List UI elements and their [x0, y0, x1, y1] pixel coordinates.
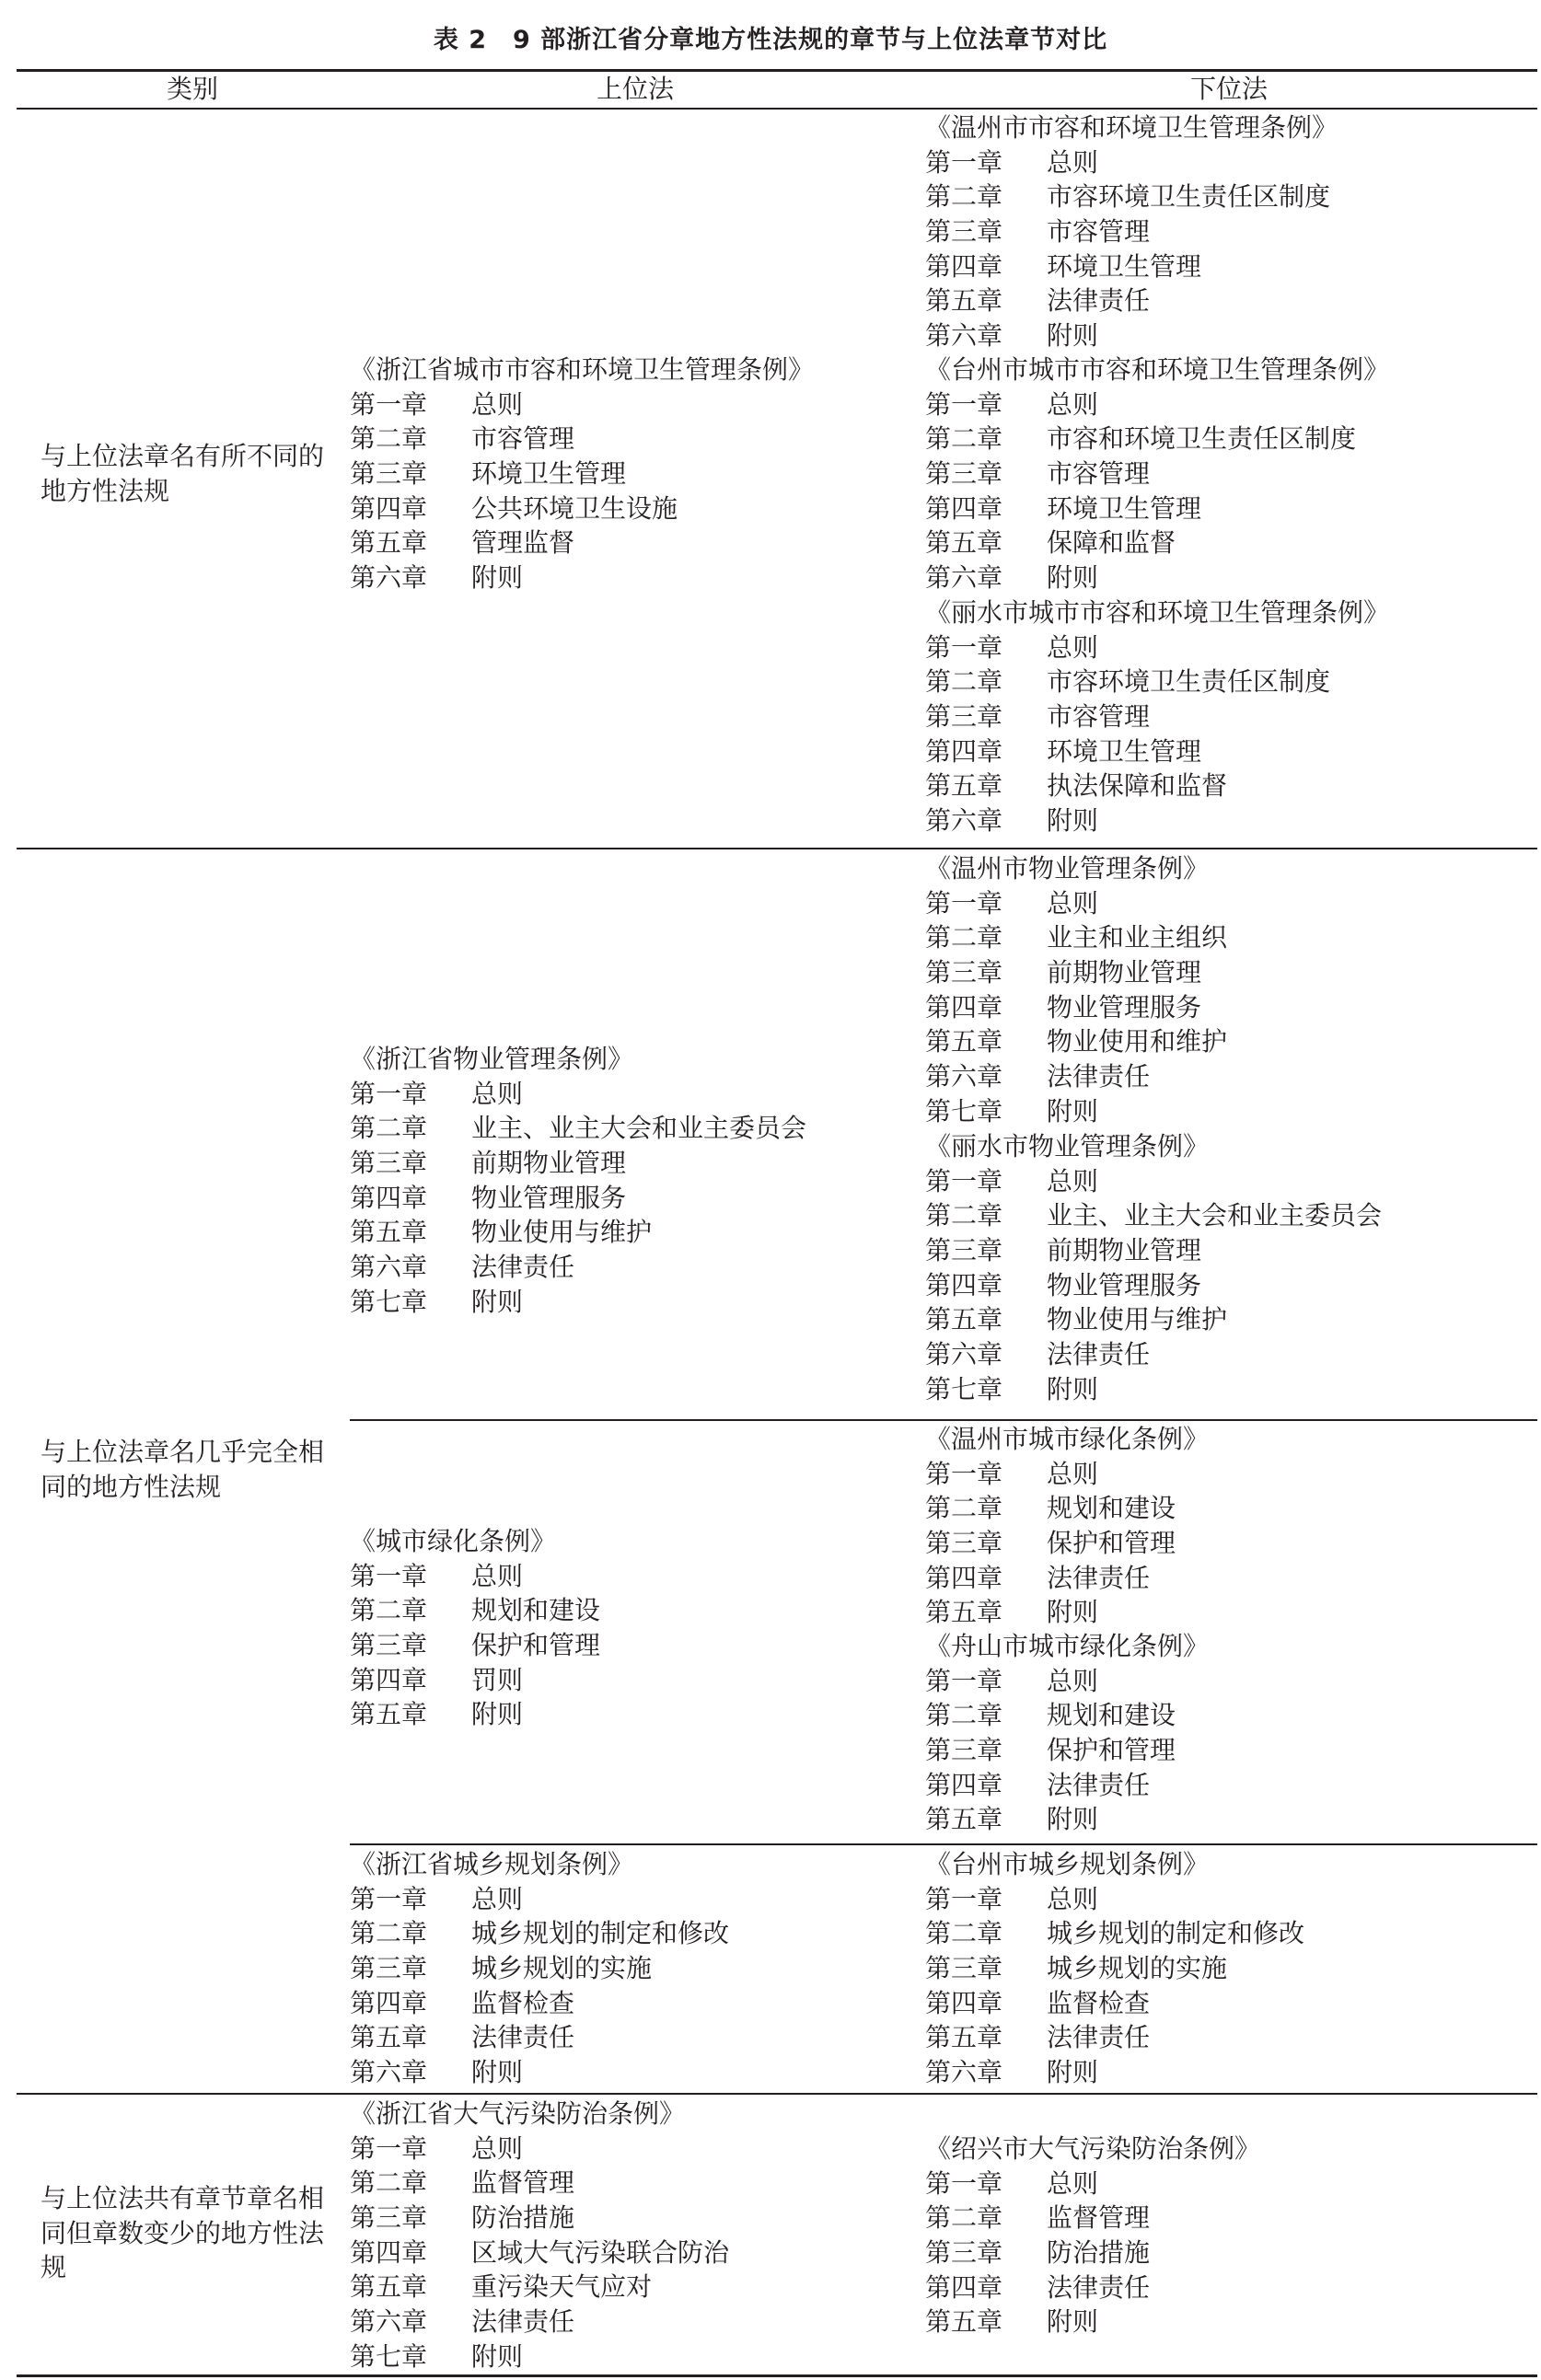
- chapter-line: [925, 1561, 1209, 1596]
- chapter-number: 第三章: [925, 458, 1003, 490]
- chapter-title: 市容环境卫生责任区制度: [1047, 666, 1331, 698]
- chapter-title: 业主、业主大会和业主委员会: [1047, 1200, 1383, 1231]
- chapter-title: 物业使用和维护: [1047, 1026, 1228, 1057]
- law-title: 《温州市市容和环境卫生管理条例》: [925, 112, 1338, 143]
- chapter-line: [925, 1491, 1209, 1526]
- chapter-title: 总则: [471, 1560, 524, 1591]
- chapter-line: [925, 699, 1389, 734]
- chapter-number: 第三章: [350, 2202, 428, 2234]
- header-lower-law: 下位法: [1189, 74, 1268, 104]
- chapter-line: [925, 318, 1338, 353]
- chapter-line: [925, 1802, 1209, 1837]
- chapter-title: 环境卫生管理: [1047, 492, 1202, 524]
- chapter-number: 第六章: [925, 1061, 1003, 1092]
- chapter-line: [925, 1457, 1209, 1492]
- chapter-number: 第二章: [925, 181, 1003, 213]
- chapter-title: 保护和管理: [471, 1630, 601, 1661]
- chapter-line: [925, 1664, 1209, 1699]
- chapter-line: [925, 2166, 1260, 2201]
- chapter-line: [925, 456, 1389, 491]
- chapter-number: 第三章: [350, 1630, 428, 1661]
- chapter-line: [925, 2020, 1304, 2055]
- chapter-line: [350, 1593, 600, 1628]
- chapter-number: 第五章: [350, 1699, 428, 1730]
- table-header-rule: [17, 108, 1537, 110]
- chapter-number: 第五章: [925, 527, 1003, 559]
- chapter-title: 城乡规划的实施: [1047, 1953, 1228, 1984]
- chapter-number: 第二章: [925, 1918, 1003, 1949]
- chapter-title: 市容和环境卫生责任区制度: [1047, 423, 1357, 455]
- chapter-title: 罚则: [471, 1664, 524, 1695]
- chapter-title: 附则: [1047, 320, 1099, 352]
- chapter-number: 第二章: [925, 666, 1003, 698]
- law-title: 《浙江省城市市容和环境卫生管理条例》: [350, 354, 815, 385]
- category-cell: 与上位法章名几乎完全相同的地方性法规: [41, 1437, 325, 1502]
- chapter-line: [925, 1951, 1304, 1986]
- chapter-line: [925, 1233, 1382, 1268]
- chapter-line: [925, 249, 1338, 284]
- chapter-title: 法律责任: [1047, 2022, 1151, 2053]
- chapter-title: 防治措施: [471, 2202, 575, 2234]
- chapter-line: [350, 422, 814, 456]
- chapter-number: 第六章: [350, 2306, 428, 2338]
- upper-law-cell: [350, 1847, 729, 2090]
- chapter-title: 监督检查: [1047, 1987, 1151, 2018]
- chapter-number: 第三章: [350, 1148, 428, 1179]
- chapter-title: 附则: [1047, 562, 1099, 594]
- category-cell: 与上位法章名有所不同的地方性法规: [41, 441, 325, 506]
- chapter-number: 第四章: [925, 991, 1003, 1022]
- category-cell: 与上位法共有章节章名相同但章数变少的地方性法规: [41, 2183, 325, 2283]
- chapter-title: 总则: [1047, 2167, 1099, 2199]
- chapter-title: 总则: [1047, 146, 1099, 178]
- chapter-number: 第三章: [350, 458, 428, 490]
- chapter-number: 第一章: [925, 887, 1003, 918]
- chapter-number: 第四章: [925, 735, 1003, 767]
- chapter-title: 监督管理: [471, 2167, 575, 2199]
- chapter-line: [925, 1768, 1209, 1803]
- chapter-number: 第一章: [350, 1560, 428, 1591]
- law-title: 《台州市城乡规划条例》: [925, 1849, 1210, 1879]
- chapter-number: 第三章: [925, 1235, 1003, 1266]
- chapter-title: 总则: [1047, 1665, 1099, 1696]
- chapter-line: [350, 1285, 806, 1320]
- chapter-number: 第三章: [925, 216, 1003, 248]
- chapter-line: [925, 1059, 1227, 1094]
- law-title: 《温州市物业管理条例》: [925, 853, 1210, 884]
- chapter-line: [925, 1164, 1382, 1199]
- chapter-number: 第七章: [350, 1286, 428, 1317]
- chapter-number: 第五章: [925, 1304, 1003, 1335]
- chapter-line: [350, 1951, 729, 1986]
- chapter-title: 法律责任: [471, 2306, 575, 2338]
- chapter-number: 第四章: [925, 250, 1003, 282]
- chapter-number: 第四章: [925, 1987, 1003, 2018]
- chapter-number: 第五章: [925, 2306, 1003, 2338]
- chapter-line: [925, 491, 1389, 526]
- chapter-title: 监督管理: [1047, 2202, 1151, 2234]
- chapter-number: 第一章: [925, 388, 1003, 420]
- chapter-line: [925, 1698, 1209, 1733]
- chapter-number: 第四章: [925, 492, 1003, 524]
- chapter-number: 第三章: [925, 1735, 1003, 1766]
- lower-law-cell: [925, 851, 1227, 1129]
- chapter-number: 第三章: [925, 957, 1003, 988]
- chapter-number: 第五章: [925, 2022, 1003, 2053]
- chapter-line: [925, 214, 1338, 249]
- upper-law-cell: [350, 1524, 600, 1732]
- chapter-line: [925, 1094, 1227, 1129]
- chapter-title: 总则: [471, 1078, 524, 1109]
- chapter-line: [925, 886, 1227, 921]
- chapter-title: 附则: [1047, 1373, 1099, 1404]
- chapter-line: [350, 2201, 729, 2236]
- chapter-line: [925, 1198, 1382, 1233]
- chapter-line: [925, 1595, 1209, 1630]
- chapter-title: 物业使用与维护: [1047, 1304, 1228, 1335]
- chapter-number: 第一章: [350, 1078, 428, 1109]
- chapter-title: 公共环境卫生设施: [471, 492, 678, 524]
- chapter-number: 第二章: [350, 1113, 428, 1144]
- chapter-line: [925, 803, 1389, 838]
- chapter-title: 附则: [1047, 1597, 1099, 1628]
- chapter-title: 附则: [1047, 1804, 1099, 1835]
- lower-law-cell: [925, 1422, 1209, 1630]
- chapter-number: 第四章: [925, 1269, 1003, 1300]
- chapter-title: 城乡规划的制定和修改: [1047, 1918, 1305, 1949]
- chapter-number: 第一章: [925, 631, 1003, 663]
- chapter-line: [350, 2270, 729, 2305]
- chapter-number: 第五章: [350, 2271, 428, 2303]
- chapter-line: [350, 1916, 729, 1951]
- chapter-title: 重污染天气应对: [471, 2271, 653, 2303]
- chapter-title: 附则: [1047, 1095, 1099, 1126]
- law-title: 《浙江省物业管理条例》: [350, 1044, 634, 1074]
- chapter-title: 物业管理服务: [1047, 1269, 1202, 1300]
- chapter-title: 保障和监督: [1047, 527, 1176, 559]
- chapter-title: 市容管理: [1047, 458, 1151, 490]
- chapter-line: [925, 1268, 1382, 1303]
- chapter-number: 第五章: [925, 1597, 1003, 1628]
- chapter-title: 附则: [471, 562, 524, 594]
- chapter-line: [925, 2270, 1260, 2305]
- law-title: 《浙江省城乡规划条例》: [350, 1849, 634, 1879]
- chapter-title: 前期物业管理: [471, 1148, 627, 1179]
- chapter-title: 区域大气污染联合防治: [471, 2236, 730, 2268]
- chapter-number: 第三章: [925, 701, 1003, 733]
- chapter-title: 法律责任: [1047, 1769, 1151, 1800]
- chapter-title: 市容管理: [1047, 216, 1151, 248]
- chapter-line: [350, 560, 814, 595]
- chapter-number: 第四章: [350, 1664, 428, 1695]
- chapter-title: 总则: [1047, 388, 1099, 420]
- law-title: 《浙江省大气污染防治条例》: [350, 2098, 686, 2129]
- law-title: 《丽水市城市市容和环境卫生管理条例》: [925, 597, 1390, 628]
- chapter-title: 业主、业主大会和业主委员会: [471, 1113, 807, 1144]
- chapter-title: 总则: [471, 388, 524, 420]
- chapter-number: 第一章: [350, 2132, 428, 2164]
- chapter-line: [925, 2305, 1260, 2340]
- chapter-line: [925, 955, 1227, 990]
- chapter-line: [350, 1986, 729, 2021]
- chapter-line: [350, 1215, 806, 1250]
- chapter-line: [925, 920, 1227, 955]
- chapter-number: 第五章: [925, 1804, 1003, 1835]
- law-title: 《舟山市城市绿化条例》: [925, 1631, 1210, 1661]
- chapter-line: [925, 1916, 1304, 1951]
- chapter-title: 环境卫生管理: [471, 458, 627, 490]
- chapter-title: 法律责任: [471, 2022, 575, 2053]
- chapter-number: 第七章: [350, 2340, 428, 2372]
- chapter-line: [925, 526, 1389, 560]
- chapter-number: 第二章: [350, 1918, 428, 1949]
- chapter-title: 监督检查: [471, 1987, 575, 2018]
- chapter-line: [925, 1337, 1382, 1372]
- chapter-title: 管理监督: [471, 527, 575, 559]
- chapter-number: 第一章: [925, 1458, 1003, 1489]
- chapter-line: [925, 560, 1389, 595]
- chapter-number: 第一章: [925, 1165, 1003, 1196]
- chapter-number: 第二章: [925, 423, 1003, 455]
- chapter-number: 第二章: [350, 423, 428, 455]
- chapter-line: [350, 1077, 806, 1112]
- upper-law-cell: [350, 2097, 729, 2374]
- law-title: 《台州市城市市容和环境卫生管理条例》: [925, 354, 1390, 385]
- chapter-line: [350, 526, 814, 560]
- chapter-title: 法律责任: [1047, 2271, 1151, 2303]
- chapter-number: 第六章: [350, 2057, 428, 2088]
- lower-law-cell: [925, 352, 1389, 595]
- chapter-title: 保护和管理: [1047, 1735, 1176, 1766]
- chapter-number: 第六章: [925, 1339, 1003, 1370]
- chapter-title: 环境卫生管理: [1047, 250, 1202, 282]
- chapter-title: 市容环境卫生责任区制度: [1047, 181, 1331, 213]
- chapter-line: [925, 145, 1338, 180]
- chapter-title: 前期物业管理: [1047, 1235, 1202, 1266]
- chapter-number: 第五章: [350, 1217, 428, 1248]
- chapter-line: [925, 2201, 1260, 2236]
- chapter-title: 总则: [1047, 1458, 1099, 1489]
- chapter-line: [350, 1882, 729, 1917]
- chapter-title: 附则: [471, 1286, 524, 1317]
- chapter-title: 法律责任: [1047, 1562, 1151, 1593]
- law-title: 《温州市城市绿化条例》: [925, 1424, 1210, 1454]
- chapter-title: 附则: [471, 1699, 524, 1730]
- chapter-title: 城乡规划的实施: [471, 1953, 653, 1984]
- chapter-number: 第一章: [925, 1883, 1003, 1914]
- section-divider: [17, 848, 1537, 849]
- chapter-number: 第七章: [925, 1373, 1003, 1404]
- chapter-title: 总则: [1047, 1883, 1099, 1914]
- chapter-line: [925, 630, 1389, 665]
- chapter-number: 第二章: [925, 1700, 1003, 1731]
- chapter-line: [350, 387, 814, 422]
- chapter-number: 第五章: [925, 1026, 1003, 1057]
- chapter-line: [925, 734, 1389, 769]
- chapter-number: 第二章: [350, 2167, 428, 2199]
- chapter-line: [925, 2055, 1304, 2090]
- chapter-title: 市容管理: [471, 423, 575, 455]
- chapter-line: [350, 1111, 806, 1146]
- chapter-number: 第二章: [350, 1595, 428, 1626]
- chapter-title: 总则: [1047, 887, 1099, 918]
- table-caption: 表 2 9 部浙江省分章地方性法规的章节与上位法章节对比: [433, 26, 1108, 54]
- chapter-title: 城乡规划的制定和修改: [471, 1918, 730, 1949]
- chapter-line: [925, 179, 1338, 214]
- lower-law-cell: [925, 595, 1389, 838]
- chapter-number: 第五章: [350, 2022, 428, 2053]
- chapter-line: [925, 1526, 1209, 1561]
- lower-law-cell: [925, 110, 1338, 353]
- chapter-line: [350, 2236, 729, 2270]
- chapter-title: 附则: [1047, 2306, 1099, 2338]
- chapter-number: 第四章: [925, 1562, 1003, 1593]
- chapter-title: 规划和建设: [1047, 1700, 1176, 1731]
- chapter-number: 第五章: [925, 285, 1003, 317]
- chapter-title: 附则: [1047, 805, 1099, 837]
- chapter-line: [925, 1302, 1382, 1337]
- chapter-title: 规划和建设: [1047, 1493, 1176, 1524]
- chapter-title: 总则: [1047, 1165, 1099, 1196]
- chapter-title: 法律责任: [1047, 1061, 1151, 1092]
- chapter-title: 附则: [1047, 2057, 1099, 2088]
- chapter-number: 第五章: [925, 770, 1003, 802]
- chapter-title: 法律责任: [1047, 285, 1151, 317]
- chapter-number: 第六章: [350, 1252, 428, 1283]
- chapter-title: 法律责任: [471, 1252, 575, 1283]
- chapter-title: 物业管理服务: [1047, 991, 1202, 1022]
- chapter-title: 法律责任: [1047, 1339, 1151, 1370]
- chapter-number: 第四章: [350, 492, 428, 524]
- lower-law-cell: [925, 1847, 1304, 2090]
- chapter-number: 第二章: [925, 1493, 1003, 1524]
- chapter-title: 防治措施: [1047, 2237, 1151, 2269]
- lower-law-cell: [925, 1129, 1382, 1407]
- chapter-number: 第六章: [925, 2057, 1003, 2088]
- chapter-line: [925, 422, 1389, 456]
- chapter-line: [350, 491, 814, 526]
- law-title: 《丽水市物业管理条例》: [925, 1131, 1210, 1161]
- chapter-line: [925, 2236, 1260, 2270]
- group-divider: [350, 1419, 1537, 1421]
- chapter-line: [925, 1733, 1209, 1768]
- chapter-number: 第二章: [925, 1200, 1003, 1231]
- chapter-number: 第五章: [350, 527, 428, 559]
- chapter-title: 业主和业主组织: [1047, 922, 1228, 953]
- lower-law-cell: [925, 2132, 1260, 2340]
- chapter-title: 附则: [471, 2340, 524, 2372]
- chapter-number: 第六章: [925, 320, 1003, 352]
- chapter-line: [350, 2132, 729, 2166]
- chapter-title: 物业使用与维护: [471, 1217, 653, 1248]
- chapter-number: 第一章: [925, 2167, 1003, 2199]
- chapter-line: [925, 1882, 1304, 1917]
- header-upper-law: 上位法: [596, 74, 674, 104]
- chapter-line: [350, 2020, 729, 2055]
- chapter-line: [925, 1372, 1382, 1407]
- chapter-number: 第六章: [350, 562, 428, 594]
- chapter-line: [350, 2340, 729, 2374]
- upper-law-cell: [350, 352, 814, 595]
- chapter-title: 附则: [471, 2057, 524, 2088]
- chapter-title: 规划和建设: [471, 1595, 601, 1626]
- chapter-title: 总则: [471, 2132, 524, 2164]
- header-category: 类别: [166, 74, 218, 104]
- chapter-title: 市容管理: [1047, 701, 1151, 733]
- lower-law-cell: [925, 1629, 1209, 1837]
- chapter-title: 前期物业管理: [1047, 957, 1202, 988]
- chapter-number: 第三章: [925, 1953, 1003, 1984]
- chapter-line: [350, 1146, 806, 1181]
- chapter-number: 第二章: [925, 2202, 1003, 2234]
- chapter-line: [350, 2055, 729, 2090]
- section-divider: [17, 2093, 1537, 2095]
- chapter-number: 第四章: [925, 1769, 1003, 1800]
- chapter-title: 总则: [1047, 631, 1099, 663]
- chapter-line: [350, 2166, 729, 2201]
- chapter-line: [350, 1697, 600, 1732]
- chapter-line: [925, 990, 1227, 1025]
- chapter-line: [925, 1986, 1304, 2021]
- chapter-number: 第二章: [925, 922, 1003, 953]
- chapter-title: 物业管理服务: [471, 1182, 627, 1213]
- chapter-title: 执法保障和监督: [1047, 770, 1228, 802]
- chapter-line: [350, 456, 814, 491]
- chapter-line: [350, 1663, 600, 1698]
- chapter-number: 第四章: [925, 2271, 1003, 2303]
- chapter-line: [925, 283, 1338, 318]
- chapter-line: [925, 664, 1389, 699]
- chapter-number: 第一章: [350, 1883, 428, 1914]
- chapter-line: [925, 387, 1389, 422]
- chapter-line: [350, 1181, 806, 1216]
- chapter-line: [925, 1024, 1227, 1059]
- chapter-title: 环境卫生管理: [1047, 735, 1202, 767]
- chapter-number: 第三章: [350, 1953, 428, 1984]
- chapter-number: 第一章: [925, 1665, 1003, 1696]
- chapter-line: [350, 1628, 600, 1663]
- chapter-line: [925, 768, 1389, 803]
- chapter-line: [350, 1250, 806, 1285]
- chapter-number: 第四章: [350, 1987, 428, 2018]
- group-divider: [350, 1843, 1537, 1845]
- upper-law-cell: [350, 1042, 806, 1320]
- chapter-number: 第一章: [350, 388, 428, 420]
- law-title: 《绍兴市大气污染防治条例》: [925, 2133, 1261, 2164]
- chapter-number: 第一章: [925, 146, 1003, 178]
- chapter-line: [350, 2305, 729, 2340]
- chapter-title: 总则: [471, 1883, 524, 1914]
- chapter-number: 第七章: [925, 1095, 1003, 1126]
- chapter-title: 保护和管理: [1047, 1528, 1176, 1559]
- chapter-number: 第三章: [925, 2237, 1003, 2269]
- chapter-number: 第六章: [925, 562, 1003, 594]
- chapter-number: 第六章: [925, 805, 1003, 837]
- chapter-number: 第四章: [350, 1182, 428, 1213]
- chapter-number: 第三章: [925, 1528, 1003, 1559]
- law-title: 《城市绿化条例》: [350, 1526, 557, 1556]
- table-bottom-rule: [17, 2374, 1537, 2377]
- chapter-line: [350, 1559, 600, 1594]
- chapter-number: 第四章: [350, 2236, 428, 2268]
